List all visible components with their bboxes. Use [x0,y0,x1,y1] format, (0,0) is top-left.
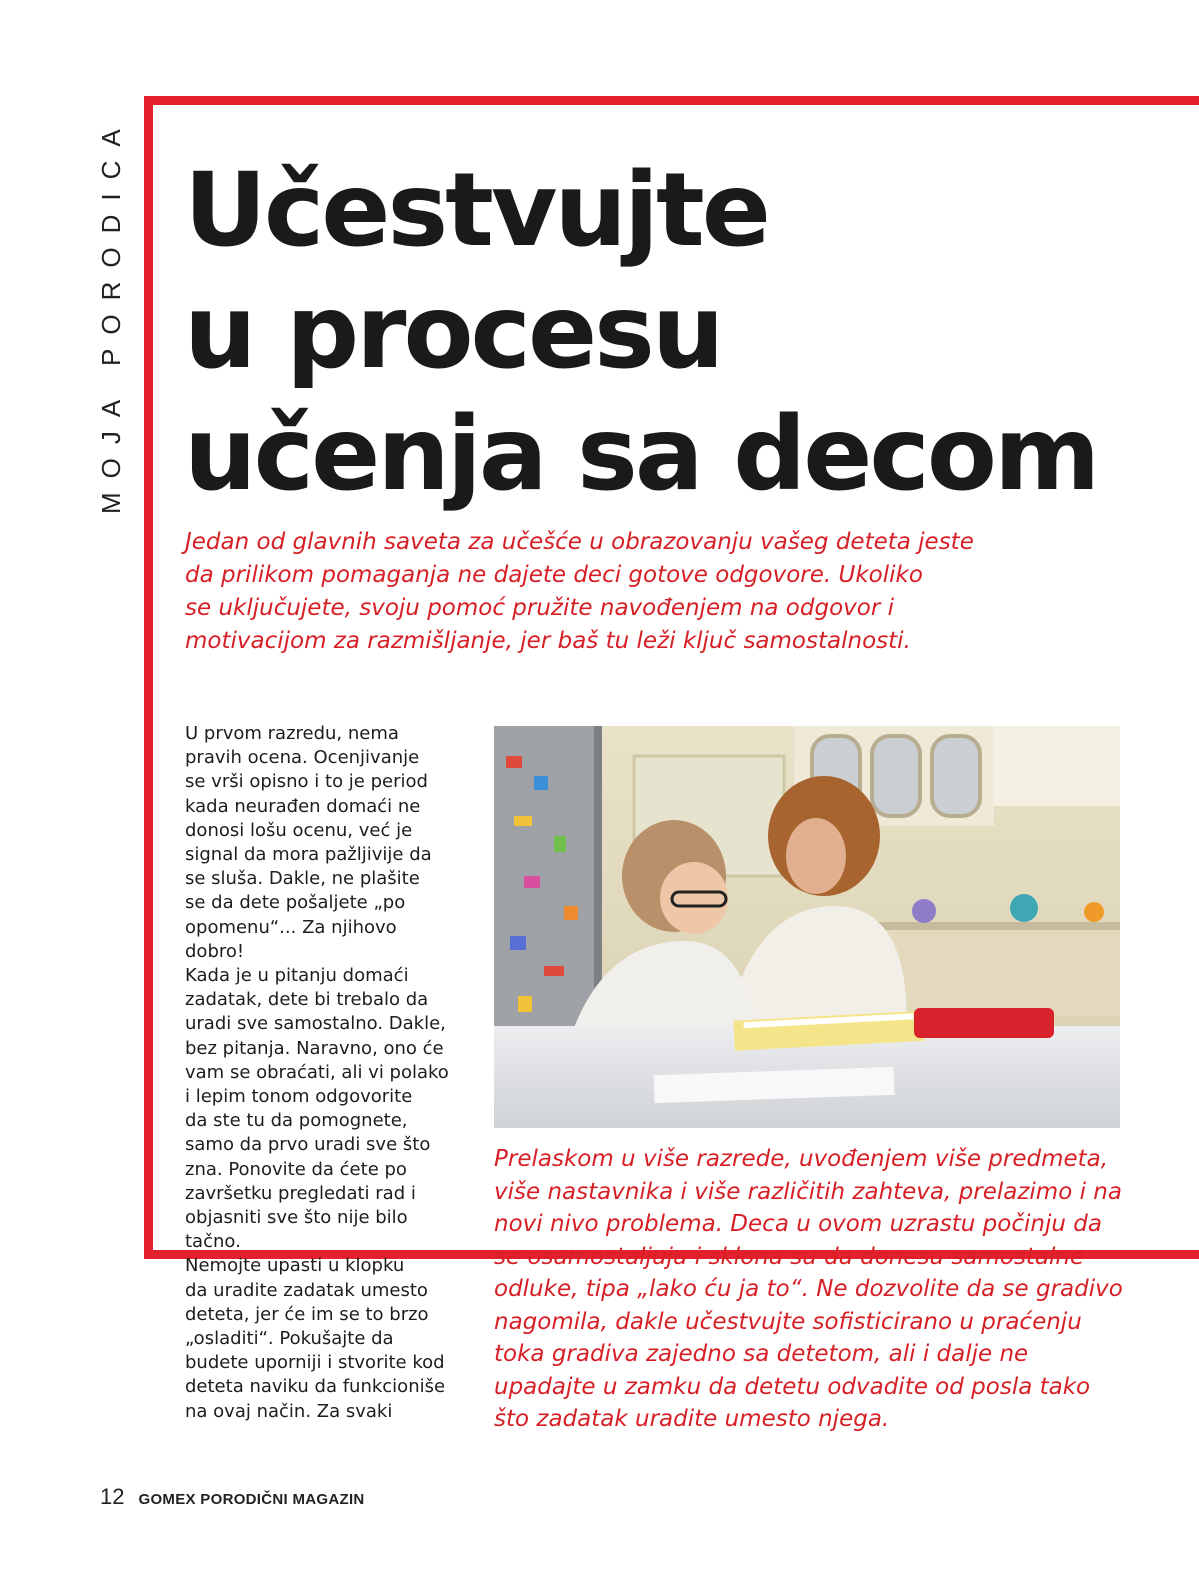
body-line: se vrši opisno i to je period [185,771,428,793]
caption-line: novi nivo problema. Deca u ovom uzrastu počinju da [494,1211,1102,1237]
body-line: Kada je u pitanju domaći [185,965,409,987]
title-line: u procesu [184,273,722,392]
body-line: da ste tu da pomognete, [185,1110,408,1132]
article-title [184,150,1174,516]
title-line: Učestvujte [184,151,768,270]
body-line: opomenu“... Za njihovo [185,916,397,938]
body-line: zadatak, dete bi trebalo da [185,989,429,1011]
article-photo [494,726,1120,1128]
body-line: samo da prvo uradi sve što [185,1134,431,1156]
lead-line: se uključujete, svoju pomoć pružite navođenjem na odgovor i [185,595,894,621]
magazine-name: GOMEX PORODIČNI MAGAZIN [138,1491,365,1508]
body-line: budete uporniji i stvorite kod [185,1352,445,1374]
body-line: se sluša. Dakle, ne plašite [185,868,420,890]
photo-caption [494,1143,1134,1436]
body-line: se da dete pošaljete „po [185,892,406,914]
body-line: da uradite zadatak umesto [185,1279,428,1301]
body-line: „osladiti“. Pokušajte da [185,1328,394,1350]
lead-paragraph [185,526,1005,658]
body-line: signal da mora pažljivije da [185,844,432,866]
title-line: učenja sa decom [184,395,1098,514]
body-text-column [185,722,485,1424]
caption-line: upadajte u zamku da detetu odvadite od posla tako [494,1373,1091,1400]
caption-line: odluke, tipa „lako ću ja to“. Ne dozvolite da se gradivo [494,1276,1123,1302]
lead-line: Jedan od glavnih saveta za učešće u obrazovanju vašeg deteta jeste [185,529,974,555]
lead-line: motivacijom za razmišljanje, jer baš tu leži ključ samostalnosti. [185,628,911,654]
body-line: U prvom razredu, nema [185,723,399,744]
body-line: vam se obraćati, ali vi polako [185,1061,449,1083]
body-line: zna. Ponovite da ćete po [185,1158,407,1180]
body-line: završetku pregledati rad i [185,1182,416,1204]
page-number: 12 [100,1484,125,1509]
caption-line: nagomila, dakle učestvujte sofisticirano u praćenju [494,1308,1082,1335]
body-line: bez pitanja. Naravno, ono će [185,1037,444,1059]
caption-line: više nastavnika i više različitih zahteva, prelazimo i na [494,1178,1122,1205]
caption-line: što zadatak uradite umesto njega. [494,1406,890,1432]
caption-line: Prelaskom u više razrede, uvođenjem više predmeta, [494,1146,1109,1172]
body-line: Nemojte upasti u klopku [185,1255,405,1277]
lead-line: da prilikom pomaganja ne dajete deci gotove odgovore. Ukoliko [185,562,923,588]
body-line: i lepim tonom odgovorite [185,1086,413,1108]
body-line: tačno. [185,1231,241,1253]
caption-line: se osamostaljuju i sklona su da donesu samostalne [494,1243,1085,1270]
body-line: deteta naviku da funkcioniše [185,1376,446,1398]
body-line: na ovaj način. Za svaki [185,1400,393,1422]
page-footer [100,1484,365,1514]
body-line: kada neurađen domaći ne [185,795,421,817]
body-line: pravih ocena. Ocenjivanje [185,747,420,769]
body-line: objasniti sve što nije bilo [185,1207,408,1229]
body-line: deteta, jer će im se to brzo [185,1303,429,1325]
body-line: uradi sve samostalno. Dakle, [185,1013,446,1035]
caption-line: toka gradiva zajedno sa detetom, ali i dalje ne [494,1341,1029,1367]
body-line: dobro! [185,940,245,962]
section-label: MOJA PORODICA [96,115,126,514]
body-line: donosi lošu ocenu, već je [185,819,413,841]
